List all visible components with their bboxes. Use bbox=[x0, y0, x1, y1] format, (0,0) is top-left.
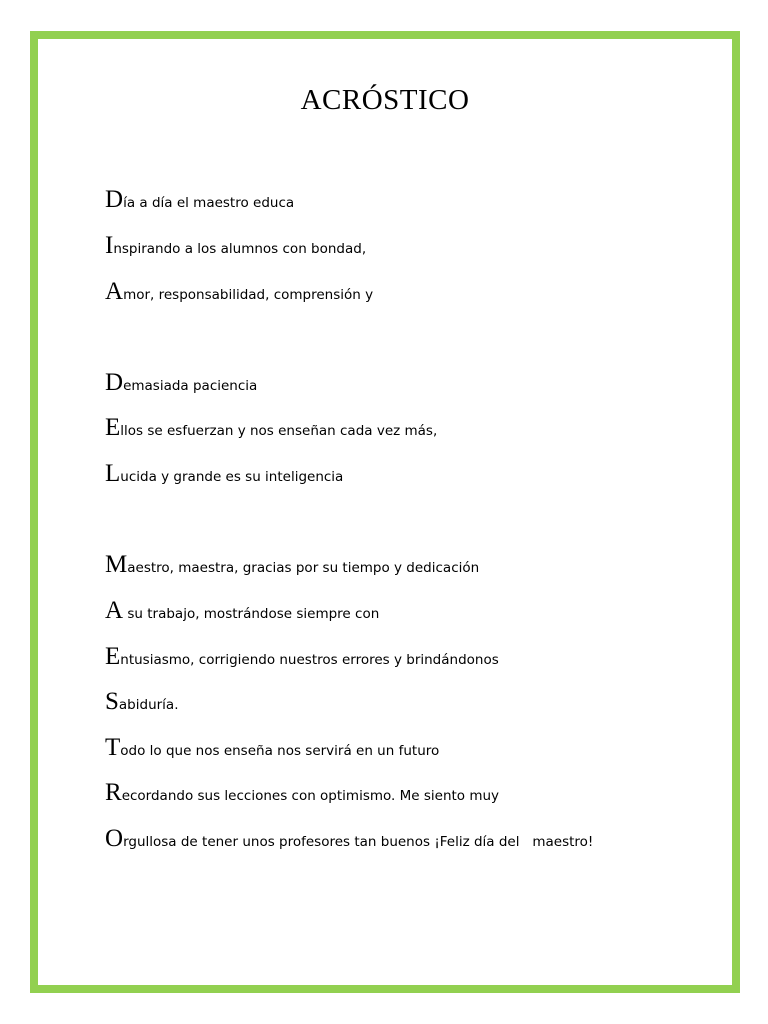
acrostic-initial: I bbox=[105, 232, 114, 259]
poem-line-text: odo lo que nos enseña nos servirá en un futuro bbox=[120, 743, 440, 759]
poem-line bbox=[105, 780, 499, 805]
acrostic-initial: T bbox=[105, 734, 121, 761]
acrostic-initial: D bbox=[105, 186, 124, 213]
poem-line bbox=[105, 233, 366, 258]
poem-line bbox=[105, 552, 479, 577]
poem-line bbox=[105, 689, 179, 714]
acrostic-initial: E bbox=[105, 643, 121, 670]
acrostic-initial: L bbox=[105, 460, 121, 487]
poem-line-text: nspirando a los alumnos con bondad, bbox=[113, 241, 367, 257]
poem-line-text: ecordando sus lecciones con optimismo. Me siento muy bbox=[121, 788, 500, 804]
poem-line bbox=[105, 461, 343, 486]
poem-line bbox=[105, 644, 499, 669]
poem-line bbox=[105, 279, 373, 304]
poem-line-text: mor, responsabilidad, comprensión y bbox=[123, 287, 374, 303]
poem-line bbox=[105, 826, 593, 851]
poem-line-text: emasiada paciencia bbox=[123, 378, 258, 394]
poem-line-text: ucida y grande es su inteligencia bbox=[120, 469, 344, 485]
acrostic-initial: S bbox=[105, 688, 119, 715]
acrostic-initial: R bbox=[105, 779, 122, 806]
poem-line-text: llos se esfuerzan y nos enseñan cada vez más, bbox=[120, 423, 438, 439]
poem-line bbox=[105, 187, 294, 212]
poem-line-text: ntusiasmo, corrigiendo nuestros errores y brindándonos bbox=[120, 652, 499, 668]
acrostic-initial: A bbox=[105, 597, 124, 624]
acrostic-initial: D bbox=[105, 369, 124, 396]
poem-line bbox=[105, 735, 439, 760]
page-border-frame bbox=[30, 31, 740, 993]
poem-line-text: abiduría. bbox=[118, 697, 179, 713]
acrostic-initial: A bbox=[105, 278, 124, 305]
poem-line-text: ía a día el maestro educa bbox=[123, 195, 295, 211]
poem-line-text: su trabajo, mostrándose siempre con bbox=[123, 606, 380, 622]
poem-line bbox=[105, 598, 379, 623]
poem-line-text: rgullosa de tener unos profesores tan buenos ¡Feliz día del maestro! bbox=[123, 834, 594, 850]
poem-line-text: aestro, maestra, gracias por su tiempo y dedicación bbox=[127, 560, 480, 576]
acrostic-initial: O bbox=[105, 825, 124, 852]
acrostic-initial: E bbox=[105, 414, 121, 441]
poem-line bbox=[105, 415, 437, 440]
poem-line bbox=[105, 370, 257, 395]
page-title: ACRÓSTICO bbox=[300, 84, 470, 116]
acrostic-initial: M bbox=[105, 551, 128, 578]
